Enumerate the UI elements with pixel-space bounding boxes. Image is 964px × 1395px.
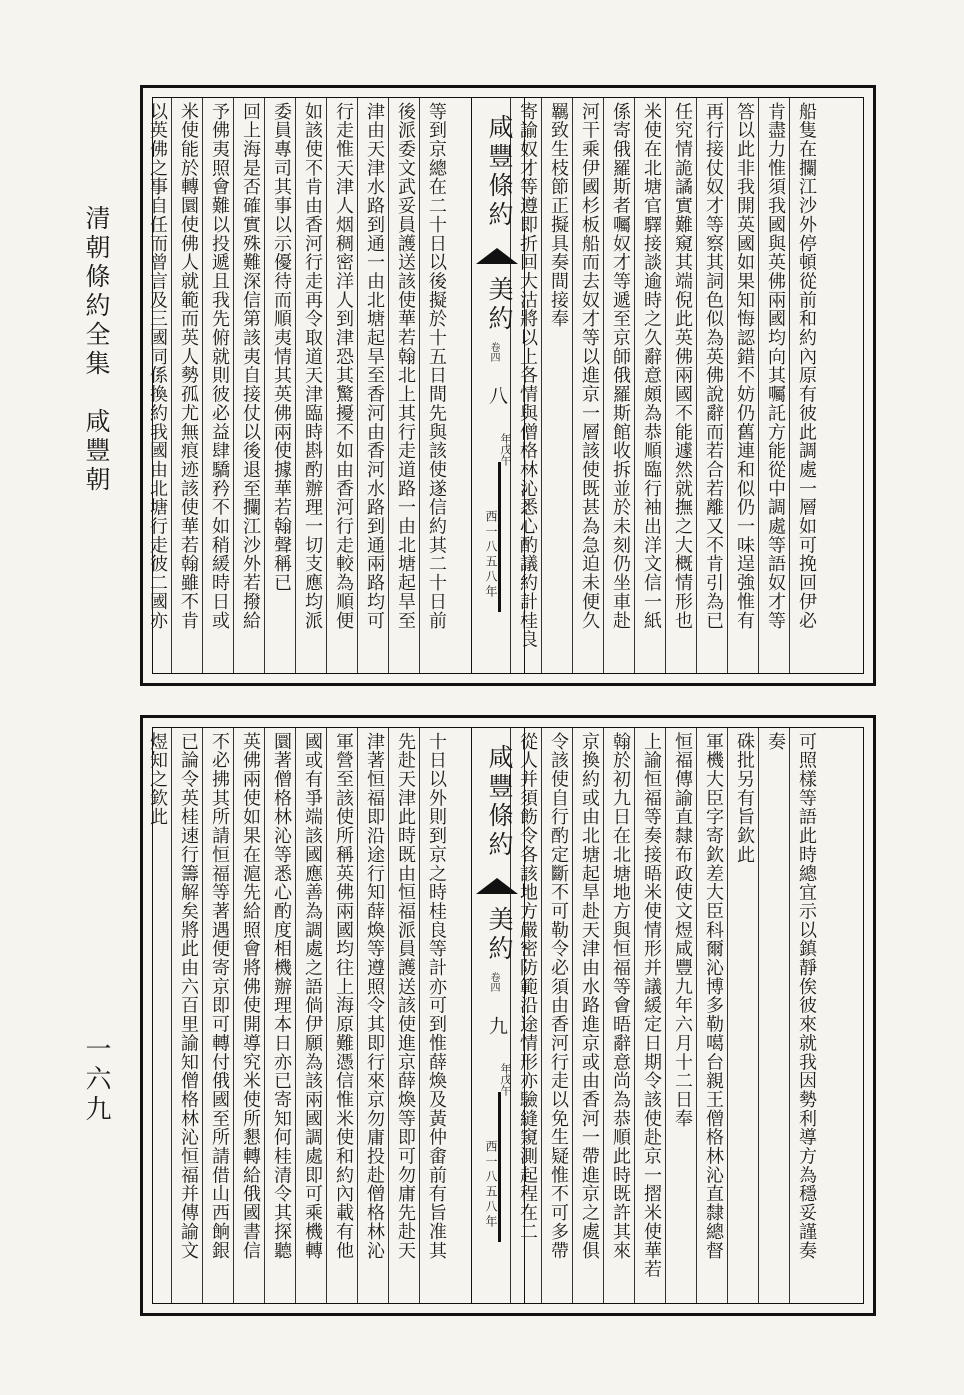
text-column: 如該使不肯由香河行走再令取道天津臨時斟酌辦理一切支應均派 — [302, 102, 323, 630]
text-column: 已論令英桂速行籌解矣將此由六百里諭知僧格林沁恒福并傳諭文 — [178, 732, 199, 1260]
text-column: 係寄俄羅斯者囑奴才等遞至京師俄羅斯館收拆並於未刻仍坐車赴 — [610, 102, 631, 630]
top-panel-frame — [147, 97, 864, 674]
spine-title: 咸豐條約 — [485, 744, 514, 860]
text-column: 行走惟天津人烟稠密洋人到津恐其驚擾不如由香河行走較為順便 — [333, 102, 354, 630]
text-column: 上諭恒福等奏接晤米使情形并議緩定日期令該使赴京一摺米使華若 — [641, 732, 662, 1279]
column-rule — [140, 98, 141, 673]
spine-subtitle: 美約 — [485, 276, 514, 334]
spine-page-number: 九 — [486, 1016, 508, 1035]
text-column: 後派委文武妥員護送該使華若翰北上其行走道路一由北塘起旱至 — [395, 102, 416, 630]
text-column: 先赴天津此時既由恒福派員護送該使進京薛煥等即可勿庸先赴天 — [395, 732, 416, 1260]
text-column: 國或有爭端該國應善為調處之語倘伊願為該兩國調處即可乘機轉 — [302, 732, 323, 1260]
spine-western-year: 西一八五八年 — [484, 510, 498, 600]
text-column: 奏 — [765, 732, 786, 751]
column-rule — [140, 728, 141, 1303]
bottom-panel-frame — [147, 727, 864, 1304]
text-column: 軍機大臣字寄欽差大臣科爾沁博多勒噶台親王僧格林沁直隸總督 — [703, 732, 724, 1260]
spine-page-number: 八 — [486, 386, 508, 405]
fish-tail-ornament — [474, 244, 520, 266]
text-column: 京換約或由北塘起旱赴天津由水路進京或由香河一帶進京之處俱 — [579, 732, 600, 1260]
spine-volume: 卷四 — [488, 972, 499, 992]
text-column: 從人并須飭令各該地方嚴密防範沿途情形亦驗縫窺測起程在二 — [517, 732, 538, 1241]
text-column: 圜著僧格林沁等悉心酌度相機辦理本日亦已寄知何桂清令其探聽 — [271, 732, 292, 1260]
text-column: 英佛兩使如果在滬先給照會將佛使開導究米使所懇轉給俄國書信 — [240, 732, 261, 1260]
text-column: 等到京總在二十日以後擬於十五日間先與該使遂信約其二十日前 — [426, 102, 447, 630]
text-column: 以英佛之事自任而曾言及三國同係換約我國由北塘行走彼二國亦 — [147, 102, 168, 630]
text-column: 不必拂其所請恒福等著遇便寄京即可轉付俄國至所請借山西餉銀 — [209, 732, 230, 1260]
text-column: 可照樣等語此時總宜示以鎮靜俟彼來就我因勢利導方為穩妥謹奏 — [796, 732, 817, 1260]
text-column: 煜知之欽此 — [147, 732, 168, 827]
text-column: 河干乘伊國杉板船而去奴才等以進京一層該使既甚為急迫未便久 — [579, 102, 600, 630]
spine-cycle-year: 年戊午 — [499, 433, 512, 466]
text-column: 船隻在攔江沙外停頓從前和約內原有彼此調處一層如可挽回伊必 — [796, 102, 817, 630]
text-column: 予佛夷照會難以投遞且我先俯就則彼必益肆驕矜不如稍緩時日或 — [209, 102, 230, 630]
text-column: 答以此非我開英國如果知悔認錯不妨仍舊連和似仍一味逞強惟有 — [734, 102, 755, 630]
text-column: 米使能於轉圜使佛人就範而英人勢孤尤無痕迹該使華若翰雖不肯 — [178, 102, 199, 630]
text-column: 軍營至該使所稱英佛兩國均往上海原難憑信惟米使和約內載有他 — [333, 732, 354, 1260]
fish-tail-ornament — [474, 874, 520, 896]
spine-title: 咸豐條約 — [485, 114, 514, 230]
text-column: 翰於初九日在北塘地方與恒福等會晤辭意尚為恭順此時既許其來 — [610, 732, 631, 1260]
bottom-text-panel — [140, 715, 876, 1316]
text-column: 寄諭奴才等遵即折回大沽將以上各情與僧格林沁悉心酌議約計桂良 — [517, 102, 538, 649]
spine-western-year: 西一八五八年 — [484, 1140, 498, 1230]
spine-volume: 卷四 — [488, 342, 499, 362]
book-title: 清朝條約全集 咸豐朝 — [82, 205, 111, 495]
top-text-panel — [140, 85, 876, 686]
text-column: 回上海是否確實殊難深信第該夷自接仗以後退至攔江沙外若撥給 — [240, 102, 261, 630]
text-column: 恒福傳諭直隸布政使文煜咸豐九年六月十二日奉 — [672, 732, 693, 1128]
page-number: 一六九 — [81, 1035, 111, 1125]
spine-cycle-year: 年戊午 — [499, 1063, 512, 1096]
text-column: 米使在北塘官驛接談逾時之久辭意頗為恭順臨行袖出洋文信一紙 — [641, 102, 662, 630]
text-column: 令該使自行酌定斷不可勒令必須由香河行走以免生疑惟不可多帶 — [548, 732, 569, 1260]
text-column: 委員專司其事以示優待而順夷情其英佛兩使據華若翰聲稱已 — [271, 102, 292, 593]
text-column: 津由天津水路到通一由北塘起旱至香河由香河水路到通兩路均可 — [364, 102, 385, 630]
text-column: 再行接仗奴才等察其詞色似為英佛說辭而若合若離又不肯引為已 — [703, 102, 724, 630]
text-column: 羈致生枝節正擬具奏間接奉 — [548, 102, 569, 329]
text-column: 硃批另有旨欽此 — [734, 732, 755, 864]
text-column: 任究情詭譎實難窺其端倪此英佛兩國不能遽然就撫之大概情形也 — [672, 102, 693, 630]
page-spine — [471, 98, 525, 673]
text-column: 肯盡力惟須我國與英佛兩國均向其囑託方能從中調處等語奴才等 — [765, 102, 786, 630]
spine-subtitle: 美約 — [485, 906, 514, 964]
text-column: 津著恒福即沿途行知薛煥等遵照令其即行來京勿庸投赴僧格林沁 — [364, 732, 385, 1260]
page-spine — [471, 728, 525, 1303]
text-column: 十日以外則到京之時桂良等計亦可到惟薛煥及黃仲畬前有旨准其 — [426, 732, 447, 1260]
